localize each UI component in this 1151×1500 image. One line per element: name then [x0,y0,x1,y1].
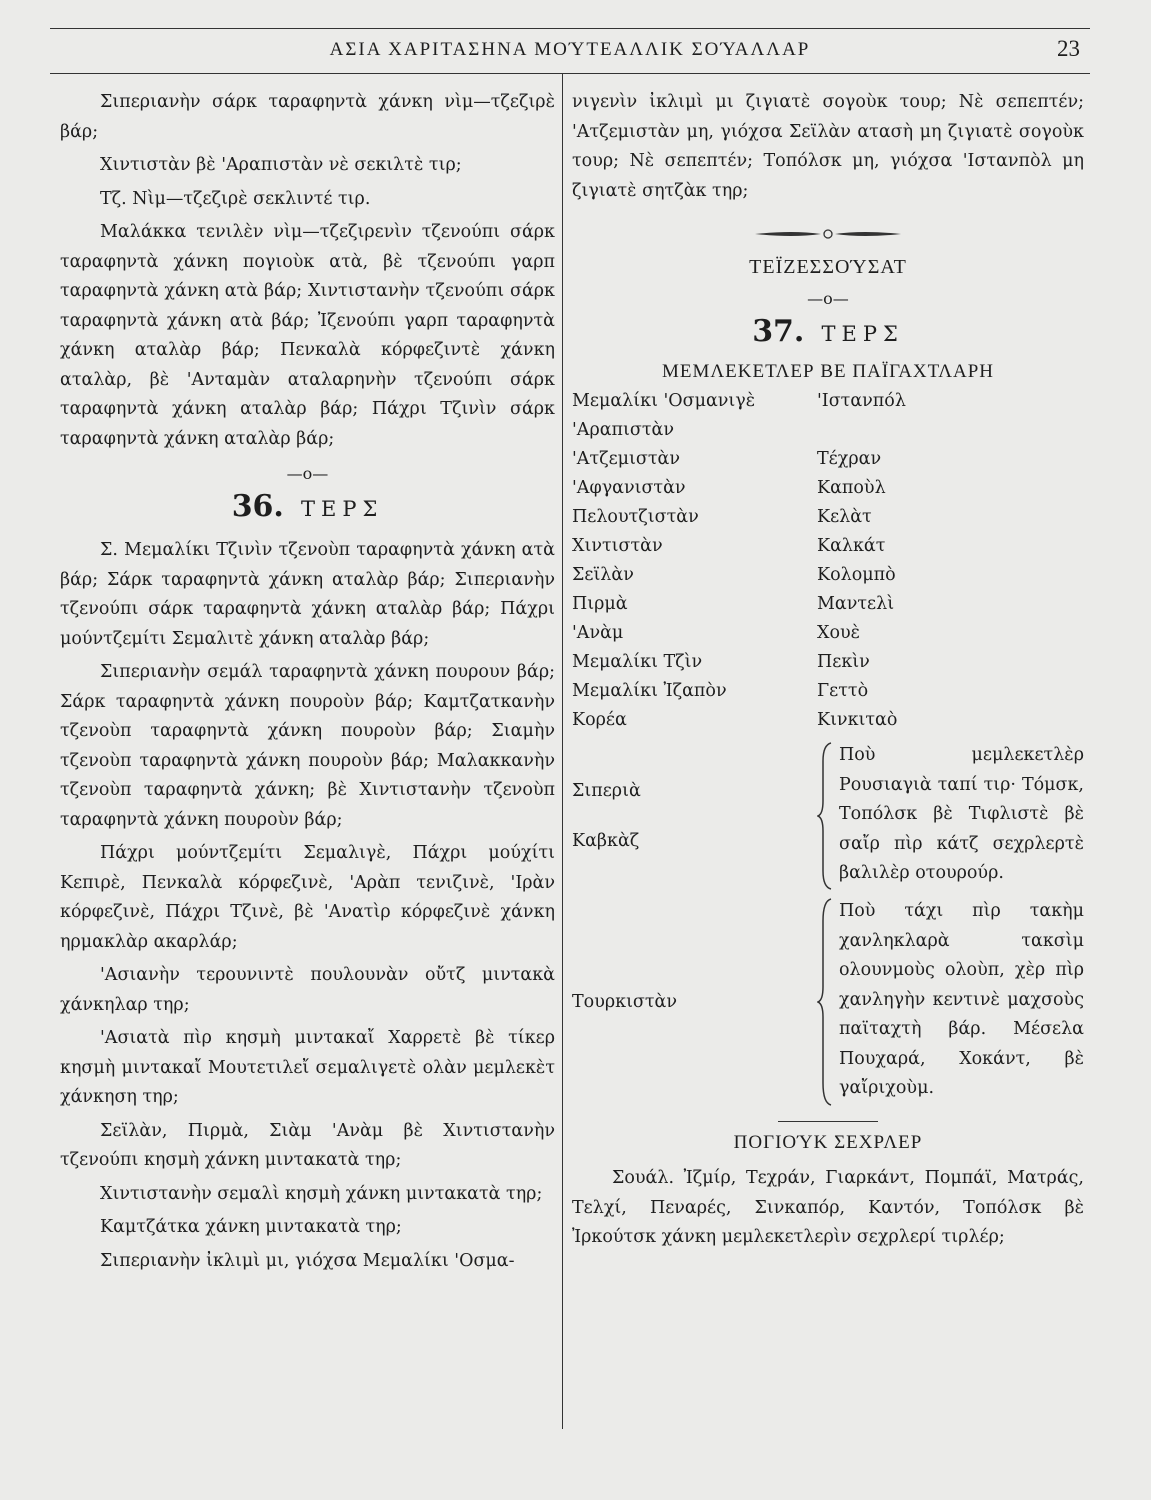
bracket-labels [572,781,817,851]
list-item [572,706,1084,735]
country-name: Πελουτζιστὰν [572,507,699,527]
paragraph: Καμτζάτκα χάνκη μιντακατὰ τηρ; [100,1217,402,1237]
lesson-label: ΤΕΡΣ [300,497,384,521]
capital-name [817,416,1084,445]
paragraph: Χιντιστανὴν σεμαλὶ κησμὴ χάνκη μιντακατὰ τηρ; [100,1183,543,1204]
lesson-number: 36. [231,489,284,524]
list-item [572,590,1084,619]
list-item [572,677,1084,706]
section-title: ΤΕΪΖΕΣΣΟΎΣΑΤ [749,256,907,278]
bracket-note: Ποὺ μεμλεκετλὲρ Ρουσιαγιὰ ταπί τιρ· Τόμσκ, Τοπόλσκ βὲ Τιφλιστὲ βὲ σαἴρ πὶρ κάτζ σεχρλερτὲ βαλιλὲρ οτουρούρ. [839,745,1084,883]
country-capital-list [572,387,1084,735]
ornament-rule-icon [753,227,903,241]
paragraph: Σεϊλὰν, Πιρμὰ, Σιὰμ 'Ανὰμ βὲ Χιντιστανὴν τζενούπι κησμὴ χάνκη μιντακατὰ τηρ; [60,1120,555,1170]
capital-name: Καλκάτ [817,536,886,556]
country-name: Μεμαλίκι Τζὶν [572,652,703,672]
list-item [572,503,1084,532]
capital-name: Γεττὸ [817,681,869,701]
lesson-label: ΤΕΡΣ [821,322,904,346]
bracket-body [817,741,1084,891]
list-item [572,619,1084,648]
paragraph: Σ. Μεμαλίκι Τζινὶν τζενοὺπ ταραφηντὰ χάνκη ατὰ βάρ; Σάρκ ταραφηντὰ χάνκη αταλὰρ βάρ; Σιπεριανὴν τζενούπι σάρκ ταραφηντὰ χάνκη αταλὰρ βάρ; Πάχρι μούντζεμίτι Σεμαλιτὲ χάνκη αταλὰρ βάρ; [60,540,555,649]
paragraph: Πάχρι μούντζεμίτι Σεμαλιγὲ, Πάχρι μούχίτι Κεπιρὲ, Πενκαλὰ κόρφεζινὲ, 'Αρὰπ τενιζινὲ, 'Ιρὰν κόρφεζινὲ, Πάχρι Τζινὲ, βὲ 'Ανατὶρ κόρφεζινὲ χάνκη ηρμακλὰρ ακαρλάρ; [60,843,555,952]
list-item [572,561,1084,590]
list-item [572,474,1084,503]
bracket-group-siberia [572,741,1084,891]
separator-mark: —ο— [807,289,849,308]
paragraph: Σιπεριανὴν σεμάλ ταραφηντὰ χάνκη πουρουν βάρ; Σάρκ ταραφηντὰ χάνκη πουροὺν βάρ; Καμτζατκανὴν τζενοὺπ ταραφηντὰ χάνκη πουροὺν βάρ; Σιαμὴν τζενοὺπ ταραφηντὰ χάνκη πουροὺν βάρ; Μαλακκανὴν τζενοὺπ ταραφηντὰ χάνκη; βὲ Χιντιστανὴν τζενοὺπ ταραφηντὰ χάνκη πουροὺν βάρ; [60,662,555,830]
paragraph: 'Ασιατὰ πὶρ κησμὴ μιντακαἴ Χαρρετὲ βὲ τίκερ κησμὴ μιντακαἴ Μουτετιλεἴ σεμαλιγετὲ ολὰν μεμλεκὲτ χάνκηση τηρ; [60,1028,555,1107]
paragraph: Σιπεριανὴν ἰκλιμὶ μι, γιόχσα Μεμαλίκι 'Οσμα- [100,1250,515,1271]
lesson-number: 37. [752,314,805,349]
capital-name: Καποὺλ [817,478,886,498]
country-name: 'Ατζεμιστὰν [572,449,680,469]
capital-name: Κελὰτ [817,507,872,527]
separator-mark: —ο— [286,464,329,483]
capital-name: 'Ιστανπόλ [817,391,906,411]
page-number: 23 [1057,36,1080,61]
country-name: Τουρκιστὰν [572,992,678,1012]
country-name: 'Αραπιστὰν [572,420,675,440]
country-name: Μεμαλίκι Ἰζαπὸν [572,681,727,701]
subheading: ΠΟΓΙΟΎΚ ΣΕΧΡΛΕΡ [733,1132,923,1153]
list-item [572,416,1084,445]
capital-name: Χουὲ [817,623,861,643]
capital-name: Τέχραν [817,449,882,469]
list-item [572,532,1084,561]
paragraph: Τζ. Νὶμ—τζεζιρὲ σεκλιντέ τιρ. [100,188,371,209]
right-column [572,88,1084,1257]
ornament-rule [572,226,1084,242]
page-header [50,28,1090,74]
capital-name: Πεκὶν [817,652,870,672]
capital-name: Κολομπὸ [817,565,896,585]
country-name: Χιντιστὰν [572,536,663,556]
paragraph: νιγενὶν ἰκλιμὶ μι ζιγιατὲ σογοὺκ τουρ; Νὲ σεπεπτέν; 'Ατζεμιστὰν μη, γιόχσα Σεϊλὰν ατασὴ μη ζιγιατὲ σογοὺκ τουρ; Νὲ σεπεπτέν; Τοπόλσκ μη, γιόχσα 'Ιστανπὸλ μη ζιγιατὲ σητζὰκ τηρ; [572,92,1084,201]
left-column [60,88,555,1280]
list-item [572,387,1084,416]
bracket-group-turkistan [572,897,1084,1107]
country-name: Σιπεριὰ [572,781,641,801]
country-name: Μεμαλίκι 'Οσμανιγὲ [572,391,756,411]
paragraph: Χιντιστὰν βὲ 'Αραπιστὰν νὲ σεκιλτὲ τιρ; [100,155,462,175]
paragraph: 'Ασιανὴν τερουνιντὲ πουλουνὰν οὔτζ μιντακὰ χάνκηλαρ τηρ; [60,965,555,1015]
country-name: 'Αφγανιστὰν [572,478,686,498]
curly-brace-icon [817,897,833,1107]
paragraph: Μαλάκκα τενιλὲν νὶμ—τζεζιρενὶν τζενούπι σάρκ ταραφηντὰ χάνκη πογιοὺκ ατὰ, βὲ τζενούπι γαρπ ταραφηντὰ χάνκη ατὰ βάρ; Χιντιστανὴν τζενούπι σάρκ ταραφηντὰ χάνκη ατὰ βάρ; Ἰζενούπι γαρπ ταραφηντὰ χάνκη αταλὰρ βάρ; Πενκαλὰ κόρφεζιντὲ χάνκη αταλὰρ, βὲ 'Ανταμὰν αταλαρηνὴν τζενούπι σάρκ ταραφηντὰ χάνκη αταλὰρ βάρ; Πάχρι Τζινὶν σάρκ ταραφηντὰ χάνκη αταλὰρ βάρ; [60,222,555,449]
country-name: Σεϊλὰν [572,565,634,585]
short-divider [778,1121,878,1122]
document-page [50,28,1090,1468]
table-heading: ΜΕΜΛΕΚΕΤΛΕΡ ΒΕ ΠΑΪΓΑΧΤΛΑΡΗ [662,361,994,382]
capital-name: Κινκιταὸ [817,710,898,730]
country-name: 'Ανὰμ [572,623,624,643]
running-title: ΑΣΙΑ ΧΑΡΙΤΑΣΗΝΑ ΜΟΎΤΕΑΛΛΙΚ ΣΟΎΑΛΛΑΡ [329,39,811,60]
bracket-body [817,897,1084,1107]
capital-name: Μαντελὶ [817,594,895,614]
column-divider [562,74,563,1429]
country-name: Καβκὰζ [572,831,640,851]
country-name: Πιρμὰ [572,594,628,614]
curly-brace-icon [817,741,833,891]
lesson-heading [60,489,555,524]
paragraph: Σιπεριανὴν σάρκ ταραφηντὰ χάνκη νὶμ—τζεζιρὲ βάρ; [60,92,555,142]
bracket-note: Ποὺ τάχι πὶρ τακὴμ χανληκλαρὰ τακσὶμ ολουνμοὺς ολοὺπ, χὲρ πὶρ χανληγὴν κεντινὲ μαχσοὺς παϊταχτὴ βάρ. Μέσελα Πουχαρά, Χοκάντ, βὲ γαἴριχοὺμ. [839,901,1084,1098]
lesson-heading [572,314,1084,349]
list-item [572,648,1084,677]
paragraph: Σουάλ. Ἰζμίρ, Τεχράν, Γιαρκάντ, Πομπάϊ, Ματράς, Τελχί, Πεναρές, Σινκαπόρ, Καντόν, Τοπόλσκ βὲ Ἰρκούτσκ χάνκη μεμλεκετλερὶν σεχρλερί τιρλέρ; [572,1168,1084,1247]
list-item [572,445,1084,474]
country-name: Κορέα [572,710,627,730]
